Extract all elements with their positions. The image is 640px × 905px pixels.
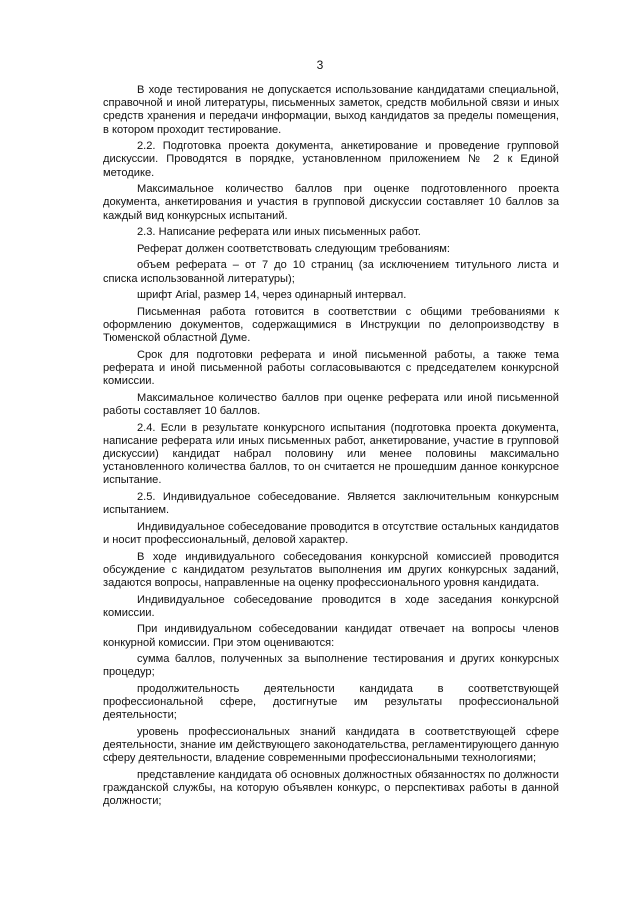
paragraph: объем реферата – от 7 до 10 страниц (за исключением титульного листа и списка использованной литературы); [103, 259, 559, 285]
paragraph: В ходе индивидуального собеседования конкурсной комиссией проводится обсуждение с кандидатом результатов выполнения им других конкурсных заданий, задаются вопросы, направленные на оценку профессионального уровня кандидата. [103, 550, 559, 589]
paragraph: Максимальное количество баллов при оценке подготовленного проекта документа, анкетирования и участия в групповой дискуссии составляет 10 баллов за каждый вид конкурсных испытаний. [103, 183, 559, 222]
paragraph: 2.5. Индивидуальное собеседование. Является заключительным конкурсным испытанием. [103, 490, 559, 517]
paragraph: При индивидуальном собеседовании кандидат отвечает на вопросы членов конкурной комиссии. При этом оцениваются: [103, 623, 559, 649]
page-number: 3 [316, 58, 324, 72]
paragraph: продолжительность деятельности кандидата в соответствующей профессиональной сфере, достигнутые им результаты профессиональной деятельности; [103, 682, 559, 722]
paragraph: 2.2. Подготовка проекта документа, анкетирование и проведение групповой дискуссии. Проводятся в порядке, установленном приложением № 2 к Единой методике. [103, 140, 559, 179]
paragraph: шрифт Arial, размер 14, через одинарный интервал. [137, 289, 407, 302]
paragraph: Индивидуальное собеседование проводится в отсутствие остальных кандидатов и носит профессиональный, деловой характер. [103, 520, 559, 546]
paragraph: Реферат должен соответствовать следующим требованиям: [137, 242, 451, 255]
paragraph: уровень профессиональных знаний кандидата в соответствующей сфере деятельности, знание им действующего законодательства, регламентирующего данную сферу деятельности, владение современными профессиональными технологиями; [103, 725, 559, 765]
paragraph: Письменная работа готовится в соответствии с общими требованиями к оформлению документов, содержащимися в Инструкции по делопроизводству в Тюменской областной Думе. [103, 305, 559, 345]
paragraph: Максимальное количество баллов при оценке реферата или иной письменной работы составляет 10 баллов. [103, 391, 559, 417]
paragraph: сумма баллов, полученных за выполнение тестирования и других конкурсных процедур; [103, 653, 559, 679]
body-text [103, 84, 559, 812]
paragraph: 2.4. Если в результате конкурсного испытания (подготовка проекта документа, написание реферата или иных письменных работ, анкетирование, участие в групповой дискуссии) кандидат набрал половину или менее половины максимально установленного количества баллов, то он считается не прошедшим данное конкурсное испытание. [103, 421, 559, 487]
paragraph: Индивидуальное собеседование проводится в ходе заседания конкурсной комиссии. [103, 593, 559, 619]
paragraph: 2.3. Написание реферата или иных письменных работ. [137, 226, 421, 239]
paragraph: В ходе тестирования не допускается использование кандидатами специальной, справочной и иной литературы, письменных заметок, средств мобильной связи и иных средств хранения и передачи информации, выход кандидатов за пределы помещения, в котором проходит тестирование. [103, 84, 559, 136]
paragraph: представление кандидата об основных должностных обязанностях по должности гражданской службы, на которую объявлен конкурс, о перспективах работы в данной должности; [103, 768, 559, 808]
paragraph: Срок для подготовки реферата и иной письменной работы, а также тема реферата и иной письменной работы согласовываются с председателем конкурсной комиссии. [103, 348, 559, 388]
